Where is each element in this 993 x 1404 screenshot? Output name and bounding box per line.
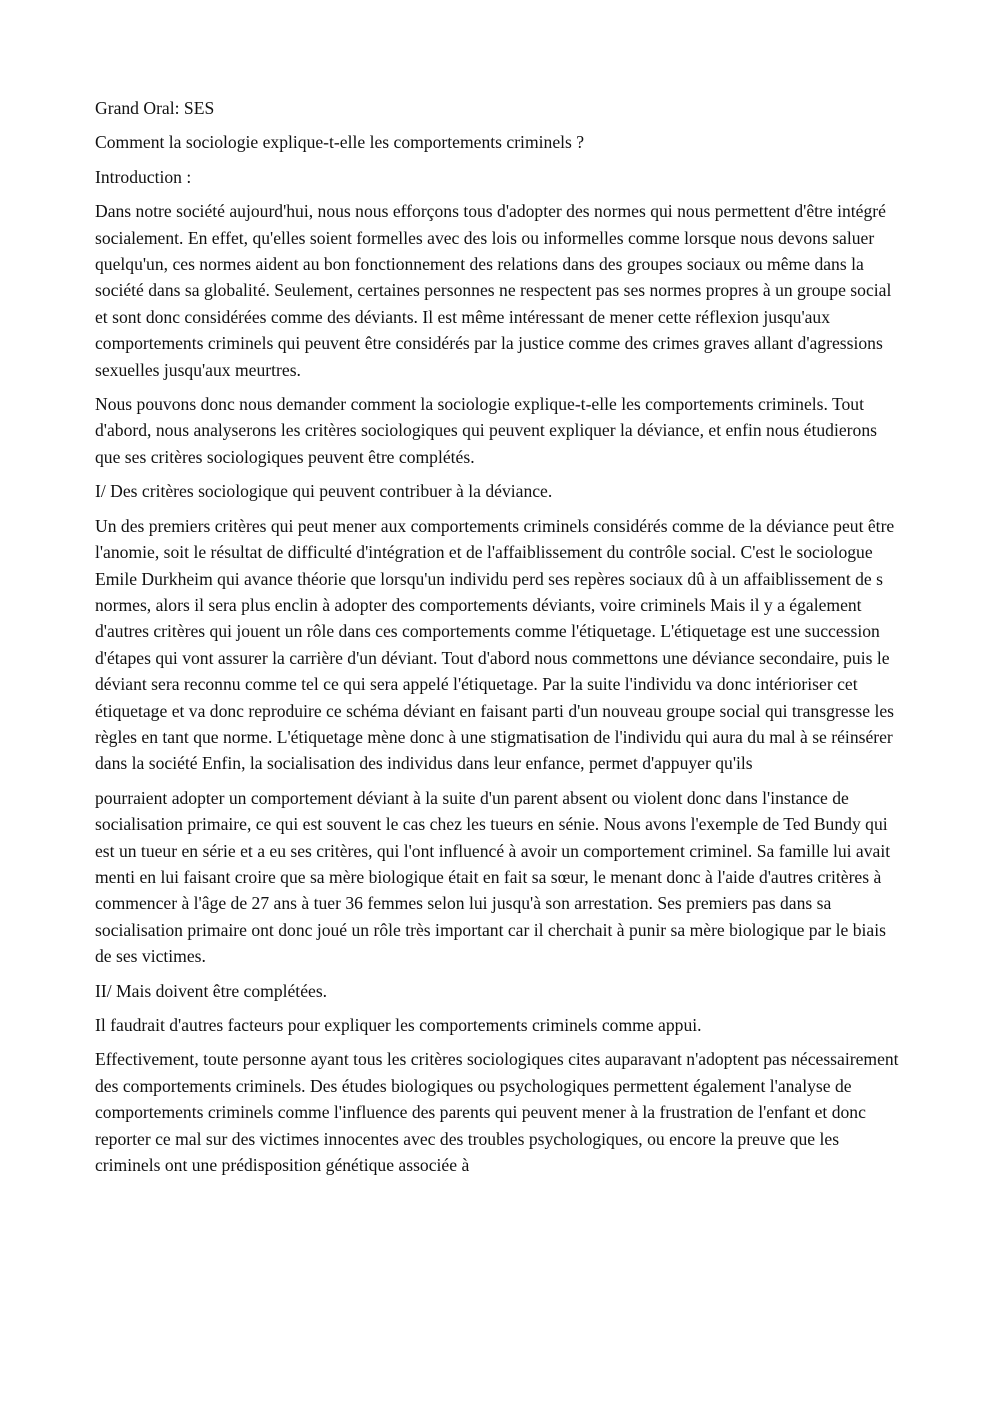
intro-paragraph-1: Dans notre société aujourd'hui, nous nous efforçons tous d'adopter des normes qui nous permettent d'être intégré socialement. En effet, qu'elles soient formelles avec des lois ou informelles comme lorsque nous devons saluer quelqu'un, ces normes aident au bon fonctionnement des relations dans des groupes sociaux ou même dans la société dans sa globalité. Seulement, certaines personnes ne respectent pas ses normes propres à un groupe social et sont donc considérées comme des déviants. Il est même intéressant de mener cette réflexion jusqu'aux comportements criminels qui peuvent être considérés par la justice comme des crimes graves allant d'agressions sexuelles jusqu'aux meurtres. [95,201,892,380]
section-2-paragraph-1: Il faudrait d'autres facteurs pour expliquer les comportements criminels comme appui. [95,1015,702,1035]
section-1-paragraph-2: pourraient adopter un comportement déviant à la suite d'un parent absent ou violent donc dans l'instance de socialisation primaire, ce qui est souvent le cas chez les tueurs en sénie. Nous avons l'exemple de Ted Bundy qui est un tueur en série et a eu ses critères, qui l'ont influencé à avoir un comportement criminel. Sa famille lui avait menti en lui faisant croire que sa mère biologique était en fait sa sœur, le menant donc à l'aide d'autres critères à commencer à l'âge de 27 ans à tuer 36 femmes selon lui jusqu'à son arrestation. Ses premiers pas dans sa socialisation primaire ont donc joué un rôle très important car il cherchait à punir sa mère biologique par le biais de ses victimes. [95,787,891,967]
document-title: Comment la sociologie explique-t-elle les comportements criminels ? [95,132,585,153]
section-2-paragraph-2: Effectivement, toute personne ayant tous les critères sociologiques cites auparavant n'adoptent pas nécessairement des comportements criminels. Des études biologiques ou psychologiques permettent également l'analyse de comportements criminels comme l'influence des parents qui peuvent mener à la frustration de l'enfant et donc reporter ce mal sur des victimes innocentes avec des troubles psychologiques, ou encore la preuve que les criminels ont une prédisposition génétique associée à [95,1049,899,1176]
document-header: Grand Oral: SES [95,98,215,118]
intro-heading: Introduction : [95,166,192,187]
section-1-paragraph-1: Un des premiers critères qui peut mener aux comportements criminels considérés comme de la déviance peut être l'anomie, soit le résultat de difficulté d'intégration et de l'affaiblissement du contrôle social. C'est le sociologue Emile Durkheim qui avance théorie que lorsqu'un individu perd ses repères sociaux dû à un affaiblissement de s normes, alors il sera plus enclin à adopter des comportements déviants, voire criminels Mais il y a également d'autres critères qui jouent un rôle dans ces comportements comme l'étiquetage. L'étiquetage est une succession d'étapes qui vont assurer la carrière d'un déviant. Tout d'abord nous commettons une déviance secondaire, puis le déviant sera reconnu comme tel ce qui sera appelé l'étiquetage. Par la suite l'individu va donc intérioriser cet étiquetage et va donc reproduire ce schéma déviant en faisant parti d'un nouveau groupe social qui transgresse les règles en tant que norme. L'étiquetage mène donc à une stigmatisation de l'individu qui aura du mal à se réinsérer dans la société Enfin, la socialisation des individus dans leur enfance, permet d'appuyer qu'ils [95,515,895,774]
section-1-heading: I/ Des critères sociologique qui peuvent contribuer à la déviance. [95,481,553,502]
document-page [95,95,905,1186]
section-2-heading: II/ Mais doivent être complétées. [95,980,328,1001]
intro-paragraph-2: Nous pouvons donc nous demander comment la sociologie explique-t-elle les comportements criminels. Tout d'abord, nous analyserons les critères sociologiques qui peuvent expliquer la déviance, et enfin nous étudierons que ses critères sociologiques peuvent être complétés. [95,394,877,467]
